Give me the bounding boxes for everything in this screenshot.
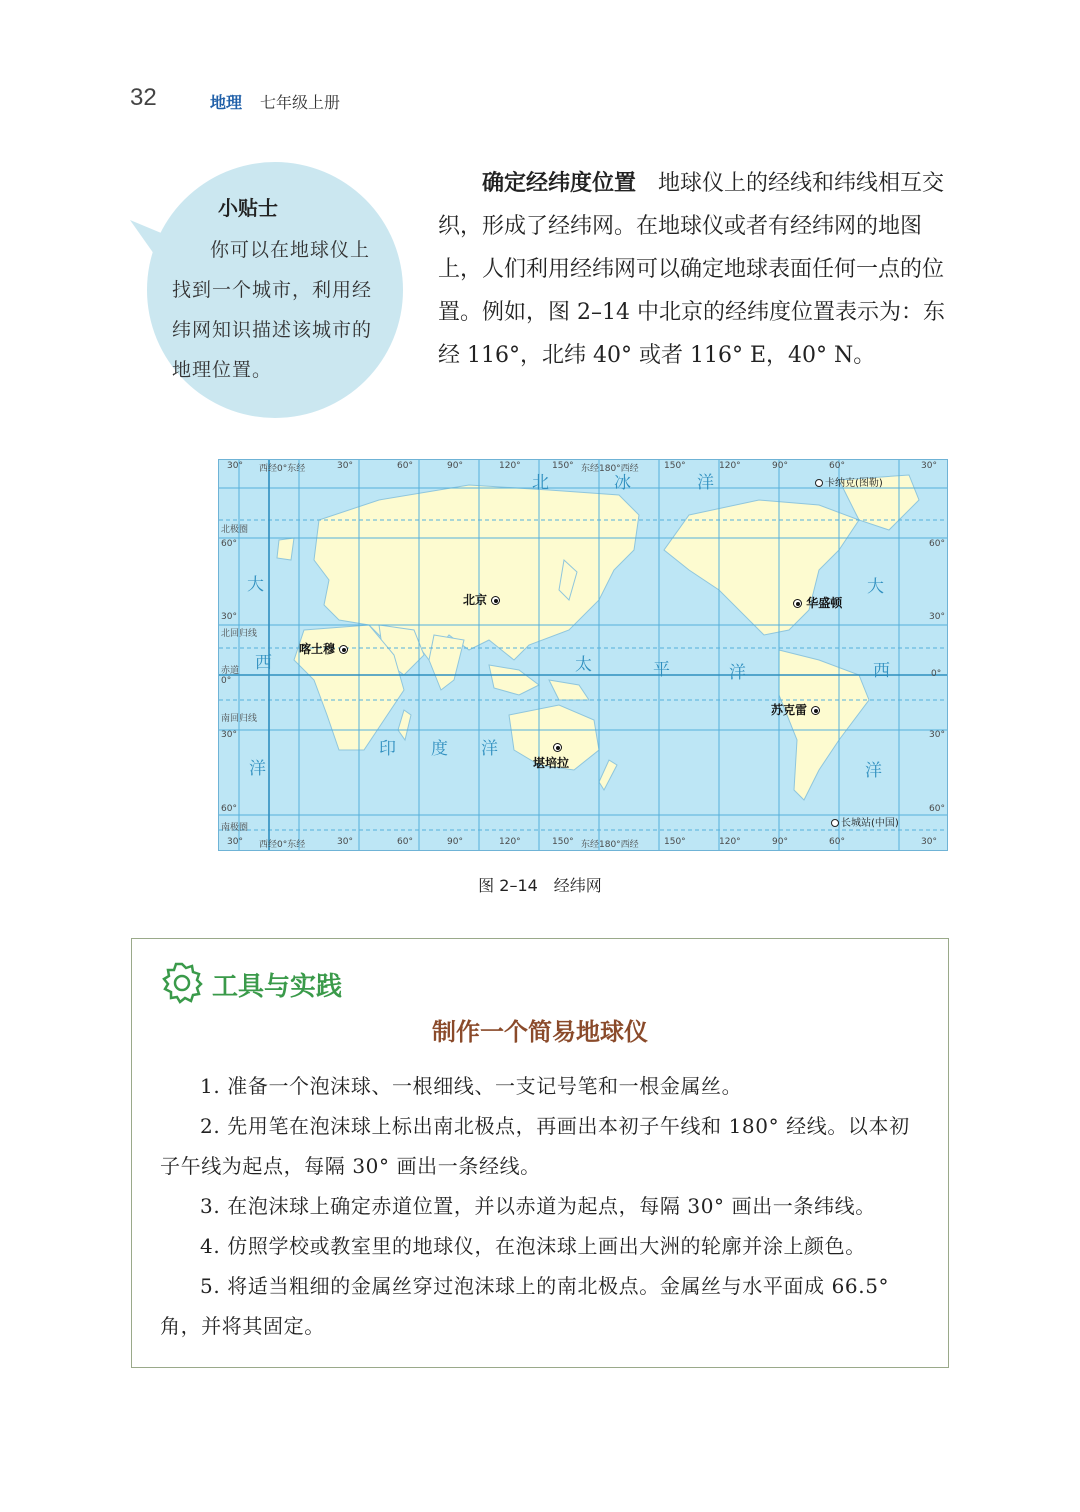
figure-caption: 图 2–14 经纬网 [478, 876, 602, 895]
practice-step: 4. 仿照学校或教室里的地球仪，在泡沫球上画出大洲的轮廓并涂上颜色。 [200, 1234, 866, 1258]
left-lat-label: 30° [221, 730, 237, 740]
practice-step: 5. 将适当粗细的金属丝穿过泡沫球上的南北极点。金属丝与水平面成 66.5° 角，并将其固定。 [160, 1274, 890, 1338]
top-axis-label: 30° [227, 461, 243, 471]
page-number: 32 [130, 84, 157, 111]
right-lat-label: 0° [931, 669, 942, 679]
bottom-axis-label: 东经180°西经 [581, 840, 639, 850]
ocean-label-arctic: 洋 [697, 473, 714, 493]
right-lat-label: 30° [929, 612, 945, 622]
main-text: 地球仪上的经线和纬线相互交织，形成了经纬网。在地球仪或者有经纬网的地图上，人们利用经纬网可以确定地球表面任何一点的位置。例如，图 2–14 中北京的经纬度位置表示为：东经 116°，北纬 40° 或者 116° E，40° N。 [438, 171, 945, 368]
top-axis-label: 90° [772, 461, 788, 471]
city-marker-icon [811, 706, 820, 715]
bottom-axis-label: 150° [664, 837, 686, 847]
land-masses [277, 475, 919, 800]
top-axis-label: 150° [664, 461, 686, 471]
tip-body: 你可以在地球仪上找到一个城市，利用经纬网知识描述该城市的地理位置。 [172, 239, 373, 381]
practice-step: 1. 准备一个泡沫球、一根细线、一支记号笔和一根金属丝。 [200, 1074, 743, 1098]
left-lat-label: 60° [221, 539, 237, 549]
ocean-label-arctic: 北 [532, 473, 549, 493]
practice-step: 2. 先用笔在泡沫球上标出南北极点，再画出本初子午线和 180° 经线。以本初子午线为起点，每隔 30° 画出一条经线。 [160, 1114, 910, 1178]
bottom-axis-label: 60° [397, 837, 413, 847]
ocean-label-pacific: 平 [653, 660, 670, 680]
station-great-wall: 长城站(中国) [831, 814, 899, 829]
left-lat-label: 北回归线 [221, 629, 258, 639]
bottom-axis-label: 90° [772, 837, 788, 847]
top-axis-label: 90° [447, 461, 463, 471]
top-axis-label: 30° [337, 461, 353, 471]
left-lat-label: 0° [221, 676, 232, 686]
ocean-label-pacific: 洋 [729, 663, 746, 683]
left-lat-label: 北极圈 [221, 525, 249, 535]
station-marker-icon [831, 819, 839, 827]
top-axis-label: 150° [552, 461, 574, 471]
top-axis-label: 120° [719, 461, 741, 471]
city-canberra: 堪培拉 [533, 740, 569, 771]
main-paragraph [438, 162, 950, 377]
ocean-label-atlantic-left: 西 [255, 653, 272, 673]
practice-steps [160, 1066, 922, 1346]
city-marker-icon [793, 599, 802, 608]
bottom-axis-label: 120° [499, 837, 521, 847]
tip-title: 小贴士 [218, 196, 278, 220]
main-heading: 确定经纬度位置 [482, 171, 637, 196]
left-lat-label: 30° [221, 612, 237, 622]
world-map [218, 459, 948, 851]
bottom-axis-label: 120° [719, 837, 741, 847]
top-axis-label: 120° [499, 461, 521, 471]
top-axis-label: 30° [921, 461, 937, 471]
bottom-axis-label: 30° [921, 837, 937, 847]
ocean-label-indian: 印 [379, 739, 396, 759]
right-lat-label: 30° [929, 730, 945, 740]
station-marker-icon [815, 479, 823, 487]
ocean-label-indian: 度 [431, 739, 448, 759]
city-marker-icon [339, 645, 348, 654]
bottom-axis-label: 30° [227, 837, 243, 847]
city-brasilia: 苏克雷 [771, 701, 820, 718]
top-axis-label: 东经180°西经 [581, 464, 639, 474]
practice-section-title: 工具与实践 [212, 972, 343, 1002]
city-khartoum: 喀土穆 [299, 640, 348, 657]
bottom-axis-label: 30° [337, 837, 353, 847]
ocean-label-atlantic-right: 洋 [865, 761, 882, 781]
left-lat-label: 南回归线 [221, 714, 258, 724]
right-lat-label: 60° [929, 804, 945, 814]
left-lat-label: 60° [221, 804, 237, 814]
gear-icon [160, 960, 204, 1004]
ocean-label-arctic: 冰 [614, 473, 631, 493]
city-marker-icon [553, 743, 562, 752]
ocean-label-atlantic-right: 西 [873, 661, 890, 681]
right-lat-label: 60° [929, 539, 945, 549]
bottom-axis-label: 60° [829, 837, 845, 847]
left-lat-label: 南极圈 [221, 823, 249, 833]
practice-heading: 制作一个简易地球仪 [432, 1017, 648, 1046]
ocean-label-atlantic-right: 大 [867, 577, 884, 597]
city-beijing: 北京 [463, 591, 500, 608]
top-axis-label: 60° [829, 461, 845, 471]
city-washington: 华盛顿 [793, 594, 842, 611]
bottom-axis-label: 90° [447, 837, 463, 847]
bottom-axis-label: 150° [552, 837, 574, 847]
ocean-label-atlantic-left: 大 [247, 575, 264, 595]
station-qaanaaq: 卡纳克(图勒) [815, 474, 883, 489]
ocean-label-pacific: 太 [575, 655, 592, 675]
ocean-label-atlantic-left: 洋 [249, 759, 266, 779]
left-lat-label: 赤道 [221, 666, 240, 676]
top-axis-label: 西经0°东经 [259, 464, 306, 474]
practice-step: 3. 在泡沫球上确定赤道位置，并以赤道为起点，每隔 30° 画出一条纬线。 [200, 1194, 876, 1218]
ocean-label-indian: 洋 [481, 739, 498, 759]
top-axis-label: 60° [397, 461, 413, 471]
city-marker-icon [491, 596, 500, 605]
bottom-axis-label: 西经0°东经 [259, 840, 306, 850]
book-subject: 地理 [210, 93, 243, 112]
book-grade: 七年级上册 [260, 93, 341, 112]
